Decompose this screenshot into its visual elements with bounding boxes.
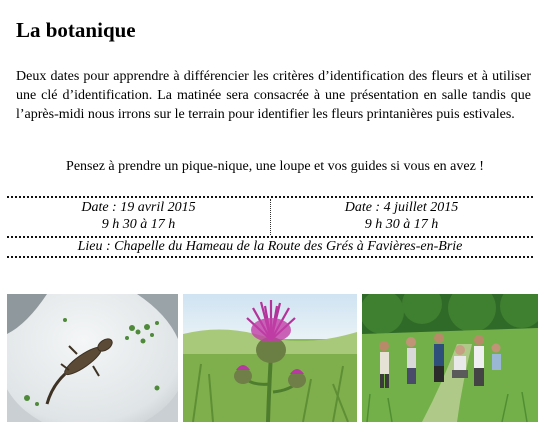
session-2 bbox=[270, 199, 533, 233]
top-dotted-divider bbox=[7, 196, 533, 198]
session-1 bbox=[7, 199, 270, 233]
bottom-dotted-divider bbox=[7, 256, 533, 258]
group-in-meadow-photo bbox=[362, 294, 538, 422]
dates-table bbox=[7, 199, 533, 236]
session-1-hours: 9 h 30 à 17 h bbox=[101, 217, 176, 232]
intro-paragraph: Deux dates pour apprendre à différencier les critères d’identification des fleurs et à utiliser une clé d’identification. La matinée sera consacrée à une présentation en salle tandis que l’après-midi nous irrons sur le terrain pour identifier les fleurs printanières puis estivales. bbox=[16, 69, 531, 122]
session-1-date: Date : 19 avril 2015 bbox=[81, 200, 196, 215]
session-2-hours: 9 h 30 à 17 h bbox=[364, 217, 439, 232]
thistle-flower-photo bbox=[183, 294, 357, 422]
place-text: Lieu : Chapelle du Hameau de la Route des Grés à Favières-en-Brie bbox=[77, 239, 463, 254]
session-2-date: Date : 4 juillet 2015 bbox=[344, 200, 459, 215]
newt-photo bbox=[7, 294, 178, 422]
page-title: La botanique bbox=[16, 18, 136, 42]
reminder-text: Pensez à prendre un pique-nique, une loupe et vos guides si vous en avez ! bbox=[66, 159, 484, 174]
